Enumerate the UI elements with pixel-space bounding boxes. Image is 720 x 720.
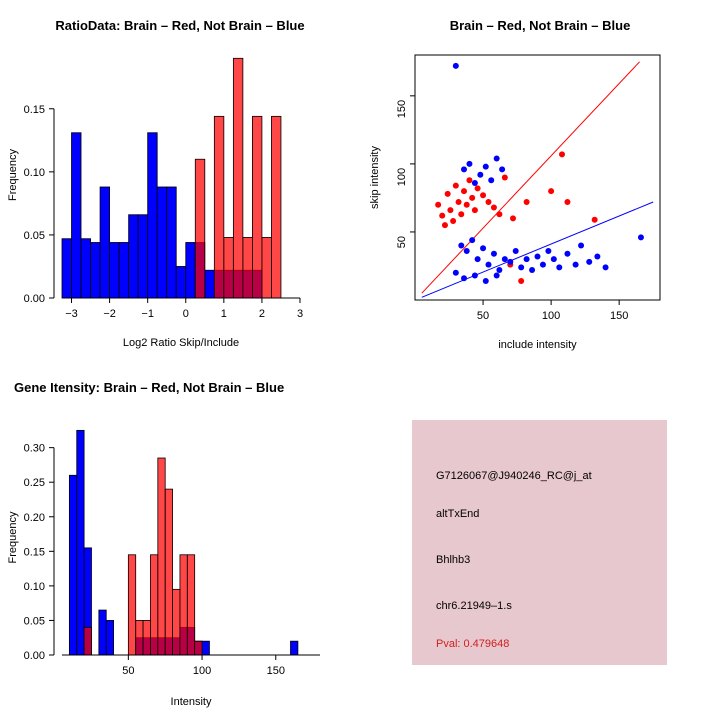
x-tick-label: 50: [122, 665, 135, 677]
y-tick-label: 0.20: [23, 511, 45, 524]
histogram-bar-not-brain: [202, 641, 209, 655]
y-tick-label: 0.25: [23, 477, 45, 490]
scatter-point: [535, 253, 541, 259]
x-tick-label: 100: [192, 665, 212, 677]
info-line-event-type: altTxEnd: [436, 508, 480, 520]
scatter-point: [442, 222, 448, 228]
scatter-title: Brain – Red, Not Brain – Blue: [449, 18, 631, 33]
histogram-bar-brain: [165, 489, 172, 655]
panel-intensity-histogram: [0, 360, 360, 720]
x-tick-label: 50: [476, 310, 490, 322]
scatter-point: [502, 256, 508, 262]
scatter-point: [518, 278, 524, 284]
scatter-point: [496, 267, 502, 273]
histogram-bar-brain: [262, 237, 272, 298]
scatter-point: [551, 256, 557, 262]
scatter-point: [502, 175, 508, 181]
scatter-point: [466, 161, 472, 167]
histogram-bar-not-brain: [72, 133, 82, 298]
scatter-point: [491, 251, 497, 257]
x-tick-label: 3: [296, 308, 304, 320]
info-line-gene: Bhlhb3: [436, 554, 471, 566]
scatter-point: [477, 172, 483, 178]
scatter-point: [469, 195, 475, 201]
scatter-point: [524, 256, 530, 262]
scatter-point: [469, 237, 475, 243]
panel-ratio-histogram: [0, 0, 360, 360]
scatter-point: [464, 202, 470, 208]
x-axis-label: include intensity: [498, 339, 577, 351]
scatter-point: [513, 248, 519, 254]
ratio-histogram-plot: [0, 0, 360, 360]
scatter-plot: [360, 0, 720, 360]
y-tick-label: 50: [396, 235, 408, 249]
scatter-point: [524, 199, 530, 205]
scatter-point: [548, 188, 554, 194]
histogram-bar-brain: [173, 589, 180, 655]
histogram-bar-not-brain: [291, 641, 298, 655]
x-tick-label: 150: [266, 665, 285, 677]
y-axis-label: Frequency: [7, 511, 19, 564]
histogram-bar-brain: [143, 620, 150, 655]
histogram-bar-brain: [224, 237, 234, 298]
scatter-point: [483, 278, 489, 284]
histogram-bar-brain: [195, 159, 205, 298]
scatter-point: [472, 180, 478, 186]
histogram-bar-not-brain: [106, 620, 113, 655]
scatter-point: [486, 262, 492, 268]
x-tick-label: −3: [65, 308, 78, 320]
histogram-bar-brain: [195, 641, 202, 655]
scatter-point: [491, 204, 497, 210]
histogram-bar-brain: [271, 116, 281, 298]
scatter-point: [439, 213, 445, 219]
scatter-point: [435, 202, 441, 208]
scatter-points: [435, 63, 644, 284]
scatter-point: [496, 211, 502, 217]
x-tick-label: −1: [141, 308, 154, 320]
histogram-bar-brain: [243, 237, 253, 298]
intensity-hist-bars: [69, 430, 298, 655]
scatter-point: [559, 151, 565, 157]
histogram-bar-not-brain: [138, 215, 148, 298]
x-axis-label: Intensity: [170, 696, 212, 708]
histogram-bar-brain: [187, 555, 194, 655]
y-tick-label: 0.15: [23, 103, 45, 116]
histogram-bar-not-brain: [119, 242, 129, 298]
scatter-point: [510, 215, 516, 221]
intensity-histogram-title: Gene Itensity: Brain – Red, Not Brain – Blue: [14, 380, 285, 395]
y-tick-label: 0.00: [23, 650, 45, 662]
scatter-point: [461, 166, 467, 172]
histogram-bar-not-brain: [62, 239, 72, 298]
scatter-point: [573, 262, 579, 268]
scatter-point: [638, 234, 644, 240]
histogram-bar-brain: [252, 116, 262, 298]
histogram-bar-brain: [136, 620, 143, 655]
scatter-point: [480, 192, 486, 198]
scatter-point: [447, 207, 453, 213]
plot-box: [415, 55, 660, 300]
scatter-point: [564, 199, 570, 205]
scatter-point: [594, 253, 600, 259]
histogram-bar-not-brain: [81, 239, 91, 298]
histogram-bar-not-brain: [100, 187, 110, 298]
y-tick-label: 0.05: [23, 615, 45, 628]
scatter-point: [578, 243, 584, 249]
histogram-bar-brain: [150, 555, 157, 655]
y-tick-label: 0.10: [23, 580, 45, 593]
x-tick-label: 150: [609, 310, 629, 322]
scatter-point: [456, 199, 462, 205]
y-tick-label: 0.30: [23, 442, 45, 455]
y-tick-label: 0.00: [23, 293, 45, 305]
x-axis-label: Log2 Ratio Skip/Include: [122, 337, 240, 349]
x-tick-label: −2: [103, 308, 116, 320]
scatter-point: [540, 262, 546, 268]
y-tick-label: 0.10: [23, 166, 45, 179]
scatter-point: [445, 191, 451, 197]
y-axis-label: Frequency: [7, 149, 19, 201]
scatter-point: [483, 164, 489, 170]
histogram-bar-not-brain: [186, 242, 196, 298]
scatter-axes: [396, 96, 628, 322]
histogram-bar-not-brain: [129, 215, 139, 298]
scatter-point: [453, 270, 459, 276]
scatter-point: [529, 267, 535, 273]
histogram-bar-brain: [158, 458, 165, 655]
histogram-bar-not-brain: [157, 187, 167, 298]
scatter-point: [472, 207, 478, 213]
info-line-pval: Pval: 0.479648: [436, 638, 510, 650]
histogram-bar-brain: [180, 555, 187, 655]
y-tick-label: 150: [396, 99, 408, 119]
histogram-bar-not-brain: [205, 270, 215, 298]
histogram-bar-not-brain: [110, 242, 120, 298]
y-axis-label: skip intensity: [369, 146, 381, 209]
histogram-bar-brain: [84, 627, 91, 655]
scatter-point: [458, 211, 464, 217]
scatter-point: [545, 248, 551, 254]
scatter-point: [499, 166, 505, 172]
reference-line-not-brain-fit: [422, 202, 653, 297]
scatter-point: [518, 264, 524, 270]
reference-line-brain-fit: [422, 62, 640, 293]
histogram-bar-not-brain: [77, 430, 84, 655]
scatter-point: [480, 245, 486, 251]
histogram-bar-brain: [214, 116, 224, 298]
scatter-point: [494, 155, 500, 161]
histogram-bar-not-brain: [176, 266, 186, 298]
ratio-hist-bars: [62, 58, 281, 298]
scatter-point: [556, 264, 562, 270]
scatter-point: [603, 264, 609, 270]
scatter-point: [494, 273, 500, 279]
scatter-point: [461, 188, 467, 194]
x-tick-label: 0: [182, 308, 189, 320]
scatter-point: [586, 259, 592, 265]
histogram-bar-not-brain: [91, 242, 101, 298]
scatter-point: [466, 177, 472, 183]
x-tick-label: 1: [220, 308, 227, 320]
scatter-point: [564, 251, 570, 257]
ratio-histogram-title: RatioData: Brain – Red, Not Brain – Blue: [55, 18, 305, 33]
x-tick-label: 100: [541, 310, 561, 322]
scatter-point: [472, 273, 478, 279]
y-tick-label: 0.05: [23, 229, 45, 242]
scatter-point: [450, 218, 456, 224]
scatter-point: [507, 259, 513, 265]
histogram-bar-not-brain: [69, 475, 76, 655]
histogram-bar-not-brain: [99, 610, 106, 655]
scatter-point: [453, 63, 459, 69]
histogram-bar-not-brain: [148, 133, 158, 298]
panel-info: [360, 360, 720, 720]
panel-scatter: [360, 0, 720, 360]
info-line-location: chr6.21949–1.s: [436, 600, 512, 612]
reference-lines: [422, 62, 653, 297]
x-tick-label: 2: [258, 308, 265, 320]
scatter-point: [453, 183, 459, 189]
y-tick-label: 0.15: [23, 546, 45, 559]
scatter-point: [458, 243, 464, 249]
scatter-point: [475, 185, 481, 191]
histogram-bar-not-brain: [167, 187, 177, 298]
y-tick-label: 100: [396, 167, 408, 187]
scatter-point: [592, 217, 598, 223]
scatter-point: [475, 256, 481, 262]
info-line-probe: G7126067@J940246_RC@j_at: [436, 470, 592, 482]
scatter-point: [461, 275, 467, 281]
histogram-bar-brain: [128, 555, 135, 655]
scatter-point: [486, 199, 492, 205]
scatter-point: [488, 177, 494, 183]
intensity-histogram-plot: [0, 360, 360, 720]
info-box: [412, 420, 667, 665]
histogram-bar-brain: [233, 58, 243, 298]
scatter-point: [464, 248, 470, 254]
